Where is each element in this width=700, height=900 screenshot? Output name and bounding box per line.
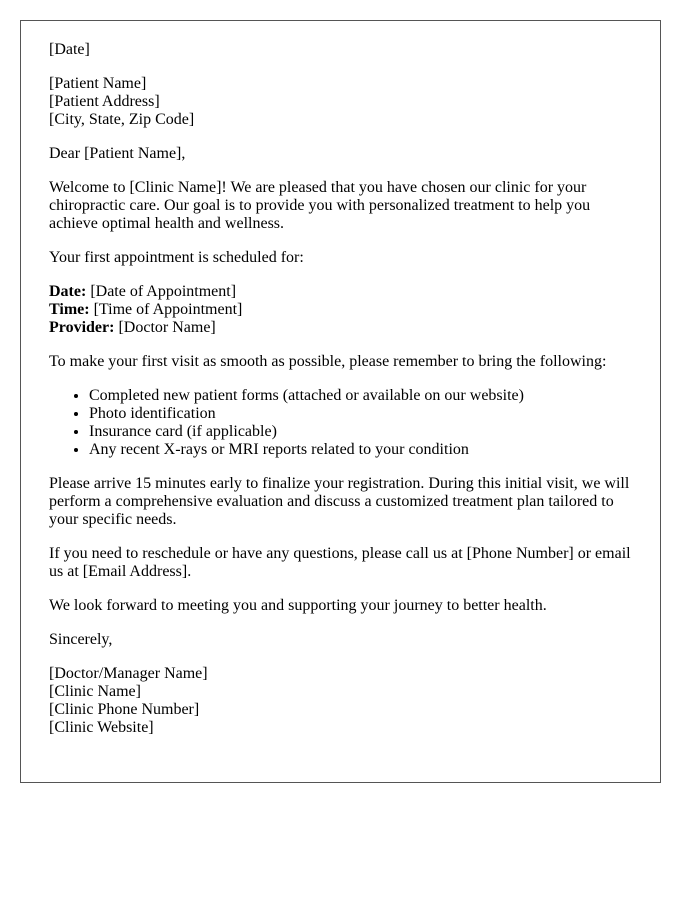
appointment-details xyxy=(49,283,632,337)
closing: Sincerely, xyxy=(49,631,113,648)
recipient-name: [Patient Name] xyxy=(49,75,147,92)
recipient-city: [City, State, Zip Code] xyxy=(49,111,195,128)
closing-note: We look forward to meeting you and supporting your journey to better health. xyxy=(49,597,547,614)
signature-block xyxy=(49,665,632,737)
appointment-intro: Your first appointment is scheduled for: xyxy=(49,249,304,266)
intro-paragraph: Welcome to [Clinic Name]! We are pleased that you have chosen our clinic for your chiropractic care. Our goal is to provide you with personalized treatment to help you achieve optimal health and wellness. xyxy=(49,179,591,232)
salutation: Dear [Patient Name], xyxy=(49,145,186,162)
arrival-paragraph: Please arrive 15 minutes early to finalize your registration. During this initial visit, we will perform a comprehensive evaluation and discuss a customized treatment plan tailored to your specific needs. xyxy=(49,475,630,528)
bring-intro: To make your first visit as smooth as possible, please remember to bring the following: xyxy=(49,353,607,370)
list-item: • Insurance card (if applicable) xyxy=(89,423,632,441)
letter-date: [Date] xyxy=(49,41,90,58)
clinic-name: [Clinic Name] xyxy=(49,683,141,700)
letter xyxy=(20,20,661,783)
time-label: Time: xyxy=(49,301,90,318)
contact-paragraph: If you need to reschedule or have any questions, please call us at [Phone Number] or email us at [Email Address]. xyxy=(49,545,631,580)
list-item: • Photo identification xyxy=(89,405,632,423)
list-item: • Completed new patient forms (attached or available on our website) xyxy=(89,387,632,405)
recipient-address xyxy=(49,75,632,129)
date-value: [Date of Appointment] xyxy=(86,283,237,300)
clinic-phone: [Clinic Phone Number] xyxy=(49,701,200,718)
signer-name: [Doctor/Manager Name] xyxy=(49,665,208,682)
recipient-street: [Patient Address] xyxy=(49,93,160,110)
clinic-website: [Clinic Website] xyxy=(49,719,154,736)
provider-value: [Doctor Name] xyxy=(114,319,216,336)
date-label: Date: xyxy=(49,283,87,300)
time-value: [Time of Appointment] xyxy=(89,301,243,318)
list-item: • Any recent X-rays or MRI reports related to your condition xyxy=(89,441,632,459)
bring-list xyxy=(49,387,632,459)
provider-label: Provider: xyxy=(49,319,115,336)
